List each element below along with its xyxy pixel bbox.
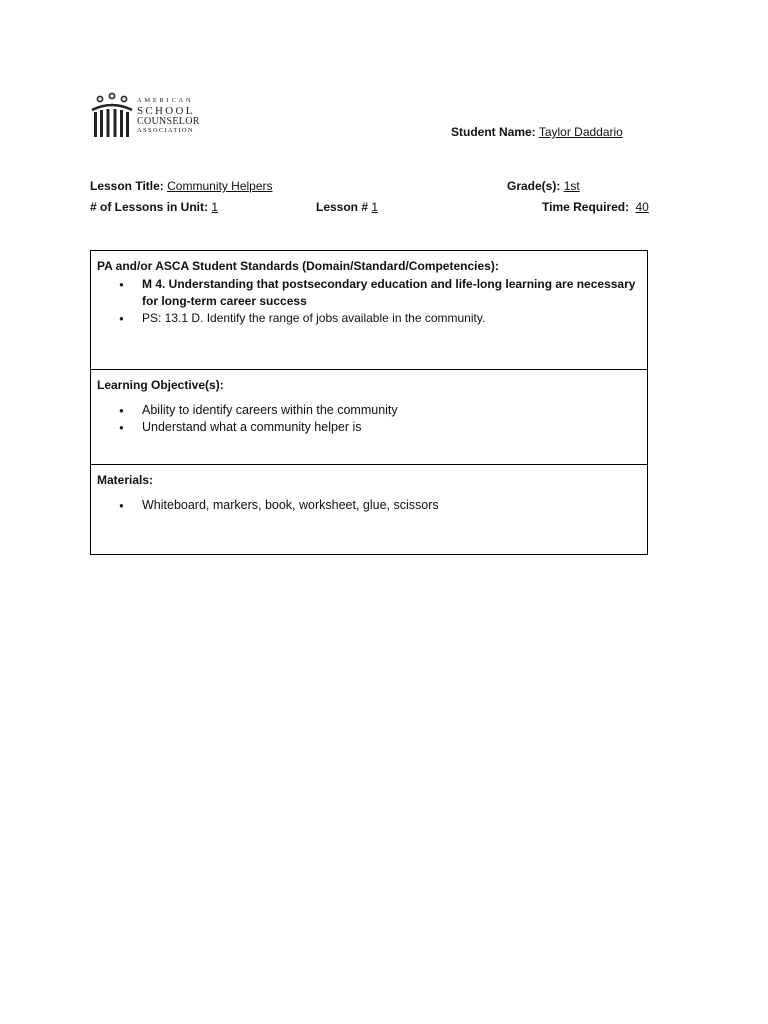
- lesson-number-field: [316, 200, 378, 214]
- standards-heading: PA and/or ASCA Student Standards (Domain/Standard/Competencies):: [97, 259, 499, 273]
- time-required-field: [542, 200, 649, 214]
- grades-label: Grade(s):: [507, 179, 561, 193]
- list-item: ● Understand what a community helper is: [97, 419, 641, 436]
- lessons-in-unit-label: # of Lessons in Unit:: [90, 200, 209, 214]
- logo-line-3: COUNSELOR: [137, 115, 200, 127]
- grades-value: 1st: [563, 179, 580, 193]
- logo-line-4: ASSOCIATION: [137, 126, 194, 134]
- time-required-value: 40: [635, 200, 649, 214]
- student-name-field: [451, 125, 623, 139]
- list-item: ● PS: 13.1 D. Identify the range of jobs available in the community.: [97, 310, 641, 327]
- lesson-title-value: Community Helpers: [167, 179, 273, 193]
- objectives-heading: Learning Objective(s):: [97, 378, 224, 392]
- standards-list: [97, 276, 641, 327]
- student-name-value: Taylor Daddario: [538, 125, 623, 139]
- time-required-label: Time Required:: [542, 200, 630, 214]
- objectives-list: [97, 402, 641, 436]
- lesson-details-table: [90, 250, 648, 555]
- lesson-title-field: [90, 179, 273, 193]
- materials-heading: Materials:: [97, 473, 154, 487]
- logo-wordmark: [137, 98, 200, 134]
- lessons-in-unit-field: [90, 200, 224, 214]
- objectives-section: [91, 369, 647, 464]
- list-item: ● M 4. Understanding that postsecondary education and life-long learning are necessary for long-term career success: [97, 276, 641, 310]
- lesson-number-label: Lesson #: [316, 200, 369, 214]
- list-item: ● Ability to identify careers within the community: [97, 402, 641, 419]
- student-name-label: Student Name:: [451, 125, 536, 139]
- standards-section: [91, 251, 647, 369]
- lessons-in-unit-value: 1: [211, 200, 219, 214]
- logo-line-1: AMERICAN: [137, 97, 194, 104]
- lesson-title-label: Lesson Title:: [90, 179, 164, 193]
- asca-logo: [89, 92, 211, 140]
- asca-logo-icon: [89, 92, 135, 140]
- lesson-number-value: 1: [371, 200, 379, 214]
- grades-field: [507, 179, 580, 193]
- logo-line-2: SCHOOL: [137, 104, 195, 117]
- materials-section: [91, 464, 647, 554]
- list-item: ● Whiteboard, markers, book, worksheet, glue, scissors: [97, 497, 641, 514]
- materials-list: [97, 497, 641, 514]
